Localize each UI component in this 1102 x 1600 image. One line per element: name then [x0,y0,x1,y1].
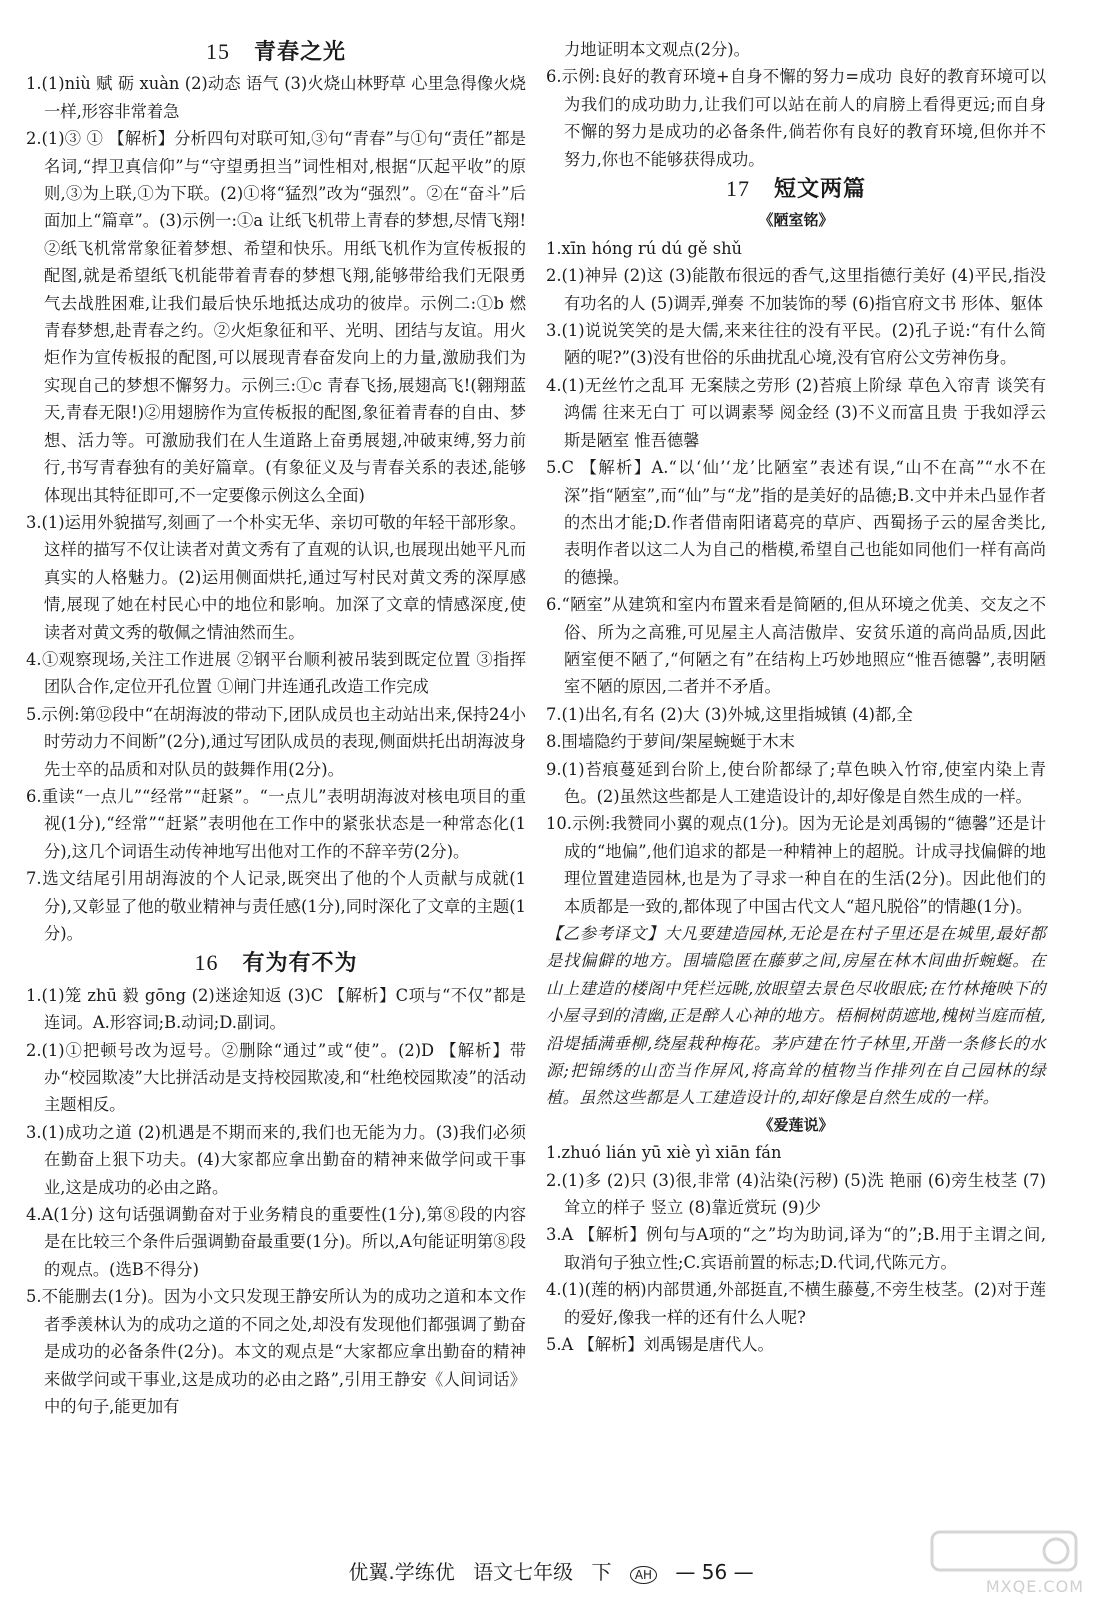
footer-brand: 优翼.学练优 [348,1560,455,1584]
answer-item: 1.xīn hóng rú dú gě shǔ [546,238,743,258]
answer-item: 2.(1)①把顿号改为逗号。②删除“通过”或“使”。(2)D 【解析】带办“校园欺凌”大比拼活动是支持校园欺凌,和“杜绝校园欺凌”的活动主题相反。 [26,1040,526,1115]
answer-item: 10.示例:我赞同小翼的观点(1分)。因为无论是刘禹锡的“德馨”还是计成的“地偏”,他们追求的都是一种精神上的超脱。计成寻找偏僻的地理位置建造园林,也是为了寻求一种自在的生活(2分)。因此他们的本质都是一致的,都体现了中国古代文人“超凡脱俗”的情趣(1分)。 [546,814,1046,916]
answer-item: 2.(1)③ ① 【解析】分析四句对联可知,③句“青春”与①句“责任”都是名词,“捍卫真信仰”与“守望勇担当”词性相对,根据“仄起平收”的原则,③为上联,①为下联。(2)①将“猛烈”改为“强烈”。②在“奋斗”后面加上“篇章”。(3)示例一:①a 让纸飞机带上青春的梦想,尽情飞翔!②纸飞机常常象征着梦想、希望和快乐。用纸飞机作为宣传板报的配图,就是希望纸飞机能带着青春的梦想飞翔,能够带给我们无限勇气去战胜困难,让我们最后快乐地抵达成功的彼岸。示例二:①b 燃青春梦想,赴青春之约。②火炬象征和平、光明、团结与友谊。用火炬作为宣传板报的配图,可以展现青春奋发向上的力量,激励我们为实现自己的梦想不懈努力。示例三:①c 青春飞扬,展翅高飞!(翱翔蓝天,青春无限!)②用翅膀作为宣传板报的配图,象征着青春的自由、梦想、活力等。可激励我们在人生道路上奋勇展翅,冲破束缚,努力前行,书写青春独有的美好篇章。(有象征义及与青春关系的表述,能够体现出其特征即可,不一定要像示例这么全面) [26,129,526,505]
answer-item: 3.(1)成功之道 (2)机遇是不期而来的,我们也无能为力。(3)我们必须在勤奋上狠下功夫。(4)大家都应拿出勤奋的精神来做学问或干事业,这是成功的必由之路。 [26,1122,526,1197]
edition-badge: AH [630,1566,657,1584]
footer-volume: 下 [591,1560,612,1584]
answer-item: 5.C 【解析】A.“以‘仙’‘龙’比陋室”表述有误,“山不在高”“水不在深”指“陋室”,而“仙”与“龙”指的是美好的品德;B.文中并未凸显作者的杰出才能;D.作者借南阳诸葛亮的草庐、西蜀扬子云的屋舍类比,表明作者以这二人为自己的楷模,希望自己也能如同他们一样有高尚的德操。 [546,458,1046,587]
answer-item: 力地证明本文观点(2分)。 [564,40,750,59]
answer-item: 1.(1)niù 赋 砺 xuàn (2)动态 语气 (3)火烧山林野草 心里急得像火烧一样,形容非常着急 [26,74,526,121]
section-number: 17 [725,176,750,202]
subsection-title: 《陋室铭》 [758,211,834,230]
answer-item: 1.zhuó lián yū xiè yì xiān fán [546,1143,782,1163]
answer-item: 2.(1)神异 (2)这 (3)能散布很远的香气,这里指德行美好 (4)平民,指没有功名的人 (5)调弄,弹奏 不加装饰的琴 (6)指官府文书 形体、躯体 [546,266,1046,313]
subsection-title: 《爱莲说》 [758,1115,834,1134]
watermark-logo [924,1526,1084,1596]
answer-item: 5.示例:第⑫段中“在胡海波的带动下,团队成员也主动站出来,保持24小时劳动力不间断”(2分),通过写团队成员的表现,侧面烘托出胡海波身先士卒的品质和对队员的鼓舞作用(2分)。 [26,704,527,779]
section-title-text: 短文两篇 [773,177,866,203]
answer-item: 7.选文结尾引用胡海波的个人记录,既突出了他的个人贡献与成就(1分),又彰显了他的敬业精神与责任感(1分),同时深化了文章的主题(1分)。 [26,869,526,943]
answer-item: 6.“陋室”从建筑和室内布置来看是简陋的,但从环境之优美、交友之不俗、所为之高雅,可见屋主人高洁傲岸、安贫乐道的高尚品质,因此陋室便不陋了,“何陋之有”在结构上巧妙地照应“惟吾德馨”,表明陋室不陋的原因,二者并不矛盾。 [546,595,1046,697]
answer-item: 5.A 【解析】刘禹锡是唐代人。 [546,1335,774,1355]
answer-item: 5.不能删去(1分)。因为小文只发现王静安所认为的成功之道和本文作者季羡林认为的成功之道的不同之处,却没有发现他们都强调了勤奋是成功的必备条件(2分)。本文的观点是“大家都应拿出勤奋的精神来做学问或干事业,这是成功的必由之路”,引用王静安《人间词话》中的句子,能更加有 [26,1287,526,1416]
answer-item: 4.A(1分) 这句话强调勤奋对于业务精良的重要性(1分),第⑧段的内容是在比较三个条件后强调勤奋最重要(1分)。所以,A句能证明第⑧段的观点。(选B不得分) [26,1205,526,1279]
section-number: 15 [205,39,230,64]
watermark-icon [924,1526,1084,1576]
answer-item: 2.(1)多 (2)只 (3)很,非常 (4)沾染(污秽) (5)洗 艳丽 (6)旁生枝茎 (7)耸立的样子 竖立 (8)靠近赏玩 (9)少 [546,1170,1046,1218]
answer-item: 7.(1)出名,有名 (2)大 (3)外城,这里指城镇 (4)都,全 [546,704,913,724]
answer-item: 3.(1)说说笑笑的是大儒,来来往往的没有平民。(2)孔子说:“有什么简陋的呢?”(3)没有世俗的乐曲扰乱心境,没有官府公文劳神伤身。 [546,321,1046,368]
answer-item: 6.重读“一点儿”“经常”“赶紧”。“一点儿”表明胡海波对核电项目的重视(1分),“经常”“赶紧”表明他在工作中的紧张状态是一种常态化(1分),这几个词语生动传神地写出他对工作的不辞辛劳(2分)。 [26,786,526,861]
section-title [546,175,1046,203]
watermark-text: MXQE.COM [985,1577,1084,1596]
left-column [26,36,526,1420]
answer-item: 4.(1)无丝竹之乱耳 无案牍之劳形 (2)苔痕上阶绿 草色入帘青 谈笑有鸿儒 往来无白丁 可以调素琴 阅金经 (3)不义而富且贵 于我如浮云 斯是陋室 惟吾德馨 [546,375,1046,450]
section-title-text: 有为有不为 [242,951,358,977]
answer-item: 1.(1)笼 zhū 毅 gōng (2)迷途知返 (3)C 【解析】C项与“不仅”都是连词。A.形容词;B.动词;D.副词。 [26,985,526,1033]
answer-item: 6.示例:良好的教育环境+自身不懈的努力=成功 良好的教育环境可以为我们的成功助力,让我们可以站在前人的肩膀上看得更远;而自身不懈的努力是成功的必备条件,倘若你有良好的教育环境,但你并不努力,你也不能够获得成功。 [546,67,1046,169]
answer-item: 3.(1)运用外貌描写,刻画了一个朴实无华、亲切可敬的年轻干部形象。这样的描写不仅让读者对黄文秀有了直观的认识,也展现出她平凡而真实的人格魅力。(2)运用侧面烘托,通过写村民对黄文秀的深厚感情,展现了她在村民心中的地位和影响。加深了文章的情感深度,使读者对黄文秀的敬佩之情油然而生。 [26,512,526,642]
section-title [26,38,526,66]
answer-item: 3.A 【解析】例句与A项的“之”均为助词,译为“的”;B.用于主谓之间,取消句子独立性;C.宾语前置的标志;D.代词,代陈元方。 [546,1225,1046,1272]
reference-translation: 【乙参考译文】大凡要建造园林,无论是在村子里还是在城里,最好都是找偏僻的地方。围墙隐匿在藤萝之间,房屋在林木间曲折蜿蜒。在山上建造的楼阁中凭栏远眺,放眼望去景色尽收眼底;在竹林掩映下的小屋寻到的清幽,正是醉人心神的地方。梧桐树荫遮地,槐树当庭而植,沿堤插满垂柳,绕屋栽种梅花。茅庐建在竹子林里,开凿一条修长的水源;把锦绣的山峦当作屏风,将高耸的植物当作排列在自己园林的绿植。虽然这些都是人工建造设计的,却好像是自然生成的一样。 [546,924,1046,1108]
answer-item: 4.(1)(莲的柄)内部贯通,外部挺直,不横生藤蔓,不旁生枝茎。(2)对于莲的爱好,像我一样的还有什么人呢? [546,1280,1046,1327]
answer-item: 4.①观察现场,关注工作进展 ②钢平台顺利被吊装到既定位置 ③指挥团队合作,定位开孔位置 ①闸门井连通孔改造工作完成 [26,649,526,697]
footer-subject: 语文七年级 [473,1560,574,1584]
answer-item: 9.(1)苔痕蔓延到台阶上,使台阶都绿了;草色映入竹帘,使室内染上青色。(2)虽然这些都是人工建造设计的,却好像是自然生成的一样。 [546,759,1046,806]
section-title [26,949,526,977]
section-title-text: 青春之光 [253,40,346,65]
right-column [546,36,1046,1359]
answer-item: 8.围墙隐约于萝间/架屋蜿蜒于木末 [546,732,795,752]
page-number: — 56 — [675,1560,754,1584]
section-number: 16 [194,950,219,976]
